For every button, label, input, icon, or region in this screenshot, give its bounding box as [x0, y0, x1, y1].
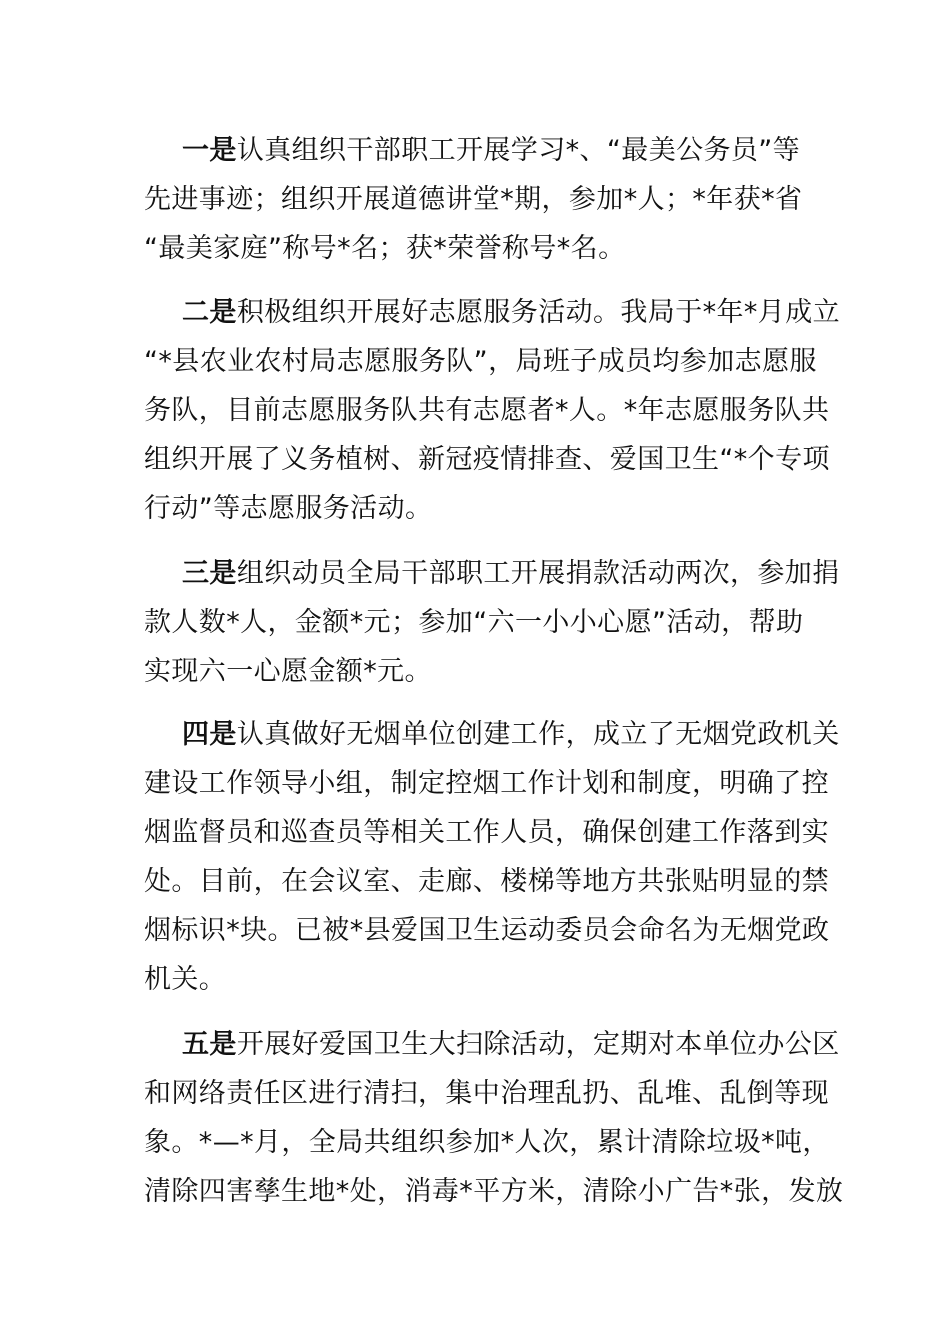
text-line [182, 134, 800, 168]
text-line: 机关。 [144, 964, 227, 995]
text-line: 行动”等志愿服务活动。 [144, 493, 433, 524]
text-line [182, 718, 840, 752]
line-text: 认真做好无烟单位创建工作，成立了无烟党政机关 [236, 719, 840, 750]
paragraph-lead: 四是 [182, 719, 237, 750]
text-line: 先进事迹；组织开展道德讲堂*期，参加*人；*年获*省 [144, 184, 803, 215]
text-line: “最美家庭”称号*名；获*荣誉称号*名。 [144, 233, 626, 264]
paragraph-lead: 五是 [182, 1029, 237, 1060]
text-line: 款人数*人，金额*元；参加“六一小小心愿”活动，帮助 [144, 607, 804, 638]
text-line: 实现六一心愿金额*元。 [144, 656, 432, 687]
text-line: 烟监督员和巡查员等相关工作人员，确保创建工作落到实 [144, 817, 829, 848]
text-line: 建设工作领导小组，制定控烟工作计划和制度，明确了控 [144, 768, 829, 799]
text-line: 烟标识*块。已被*县爱国卫生运动委员会命名为无烟党政 [144, 915, 830, 946]
text-line: 清除四害孳生地*处，消毒*平方米，清除小广告*张，发放 [144, 1176, 844, 1207]
line-text: 开展好爱国卫生大扫除活动，定期对本单位办公区 [236, 1029, 840, 1060]
text-line [182, 296, 840, 330]
paragraph-lead: 一是 [182, 135, 237, 166]
text-line: “*县农业农村局志愿服务队”，局班子成员均参加志愿服 [144, 346, 817, 377]
paragraph-lead: 二是 [182, 297, 237, 328]
line-text: 积极组织开展好志愿服务活动。我局于*年*月成立 [236, 297, 841, 328]
text-line [182, 557, 840, 591]
paragraph-lead: 三是 [182, 558, 237, 589]
text-line: 处。目前，在会议室、走廊、楼梯等地方共张贴明显的禁 [144, 866, 829, 897]
text-line [182, 1028, 840, 1062]
text-line: 和网络责任区进行清扫，集中治理乱扔、乱堆、乱倒等现 [144, 1078, 829, 1109]
line-text: 认真组织干部职工开展学习*、“最美公务员”等 [236, 135, 801, 166]
text-line: 务队，目前志愿服务队共有志愿者*人。*年志愿服务队共 [144, 395, 830, 426]
text-line: 象。*—*月，全局共组织参加*人次，累计清除垃圾*吨， [144, 1127, 830, 1158]
line-text: 组织动员全局干部职工开展捐款活动两次，参加捐 [236, 558, 840, 589]
text-line: 组织开展了义务植树、新冠疫情排查、爱国卫生“*个专项 [144, 444, 830, 475]
